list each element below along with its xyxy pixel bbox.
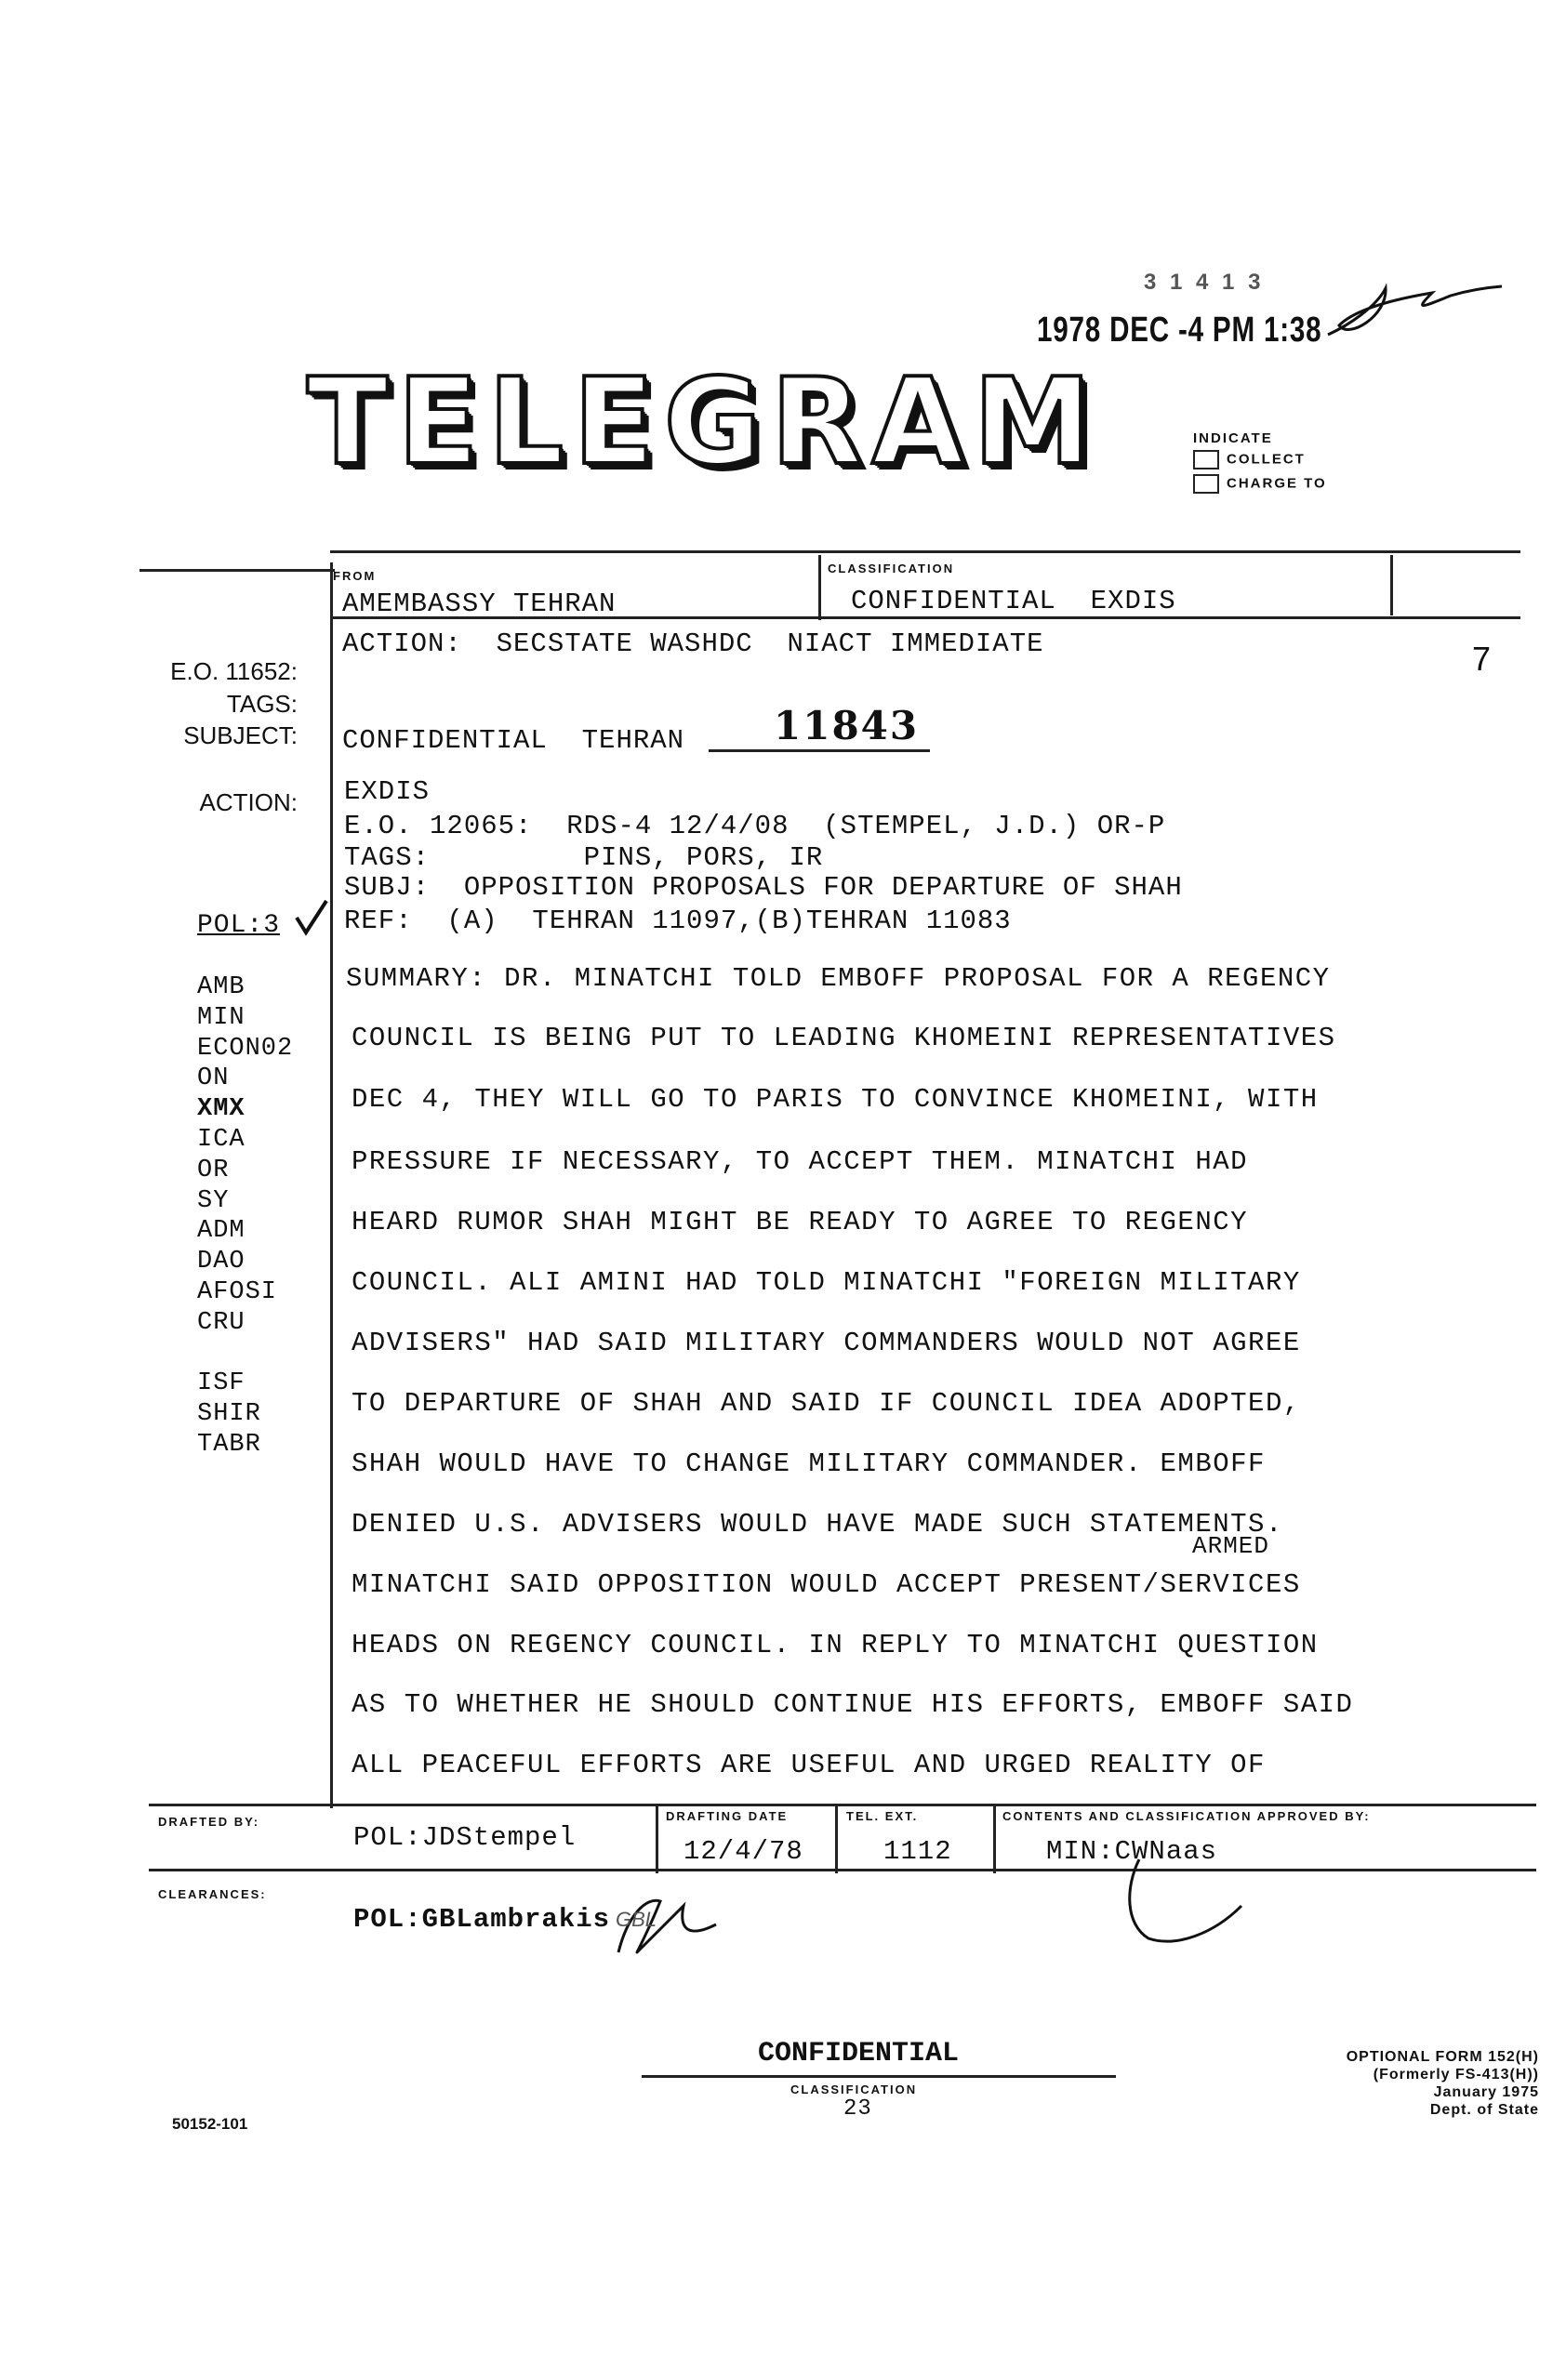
telegram-title: TELEGRAM — [307, 353, 1101, 492]
subject-prefix: CONFIDENTIAL TEHRAN — [342, 725, 685, 756]
body-line: PRESSURE IF NECESSARY, TO ACCEPT THEM. MINATCHI HAD — [352, 1146, 1249, 1177]
subject-label: SUBJECT: — [183, 721, 298, 749]
header-top-rule — [330, 550, 1520, 553]
collect-checkbox[interactable] — [1193, 450, 1219, 469]
page-number: 23 — [843, 2096, 872, 2122]
eo-line: E.O. 12065: RDS-4 12/4/08 (STEMPEL, J.D.) OR-P — [344, 811, 1166, 841]
approval-signature-scribble — [1121, 1850, 1251, 1952]
dist-item: DAO — [197, 1248, 246, 1276]
drafted-by-label: DRAFTED BY: — [158, 1815, 260, 1829]
dist-item: MIN — [197, 1003, 246, 1032]
classification-divider — [818, 555, 821, 620]
corner-mark: 7 — [1472, 640, 1492, 678]
clearances: POL:GBLambrakis — [353, 1904, 611, 1935]
tel-ext-label: TEL. EXT. — [846, 1809, 919, 1823]
received-timestamp: 1978 DEC -4 PM 1:38 — [1037, 311, 1322, 350]
dist-item: OR — [197, 1156, 230, 1184]
inserted-word: ARMED — [1192, 1532, 1270, 1560]
bottom-classification-label: CLASSIFICATION — [790, 2082, 918, 2096]
body-line: HEADS ON REGENCY COUNCIL. IN REPLY TO MINATCHI QUESTION — [352, 1630, 1319, 1660]
classification-label: CLASSIFICATION — [828, 562, 955, 575]
indicate-collect — [1193, 450, 1306, 469]
subj-line: SUBJ: OPPOSITION PROPOSALS FOR DEPARTURE OF SHAH — [344, 872, 1183, 903]
dist-item: TABR — [197, 1430, 261, 1459]
body-line: TO DEPARTURE OF SHAH AND SAID IF COUNCIL IDEA ADOPTED, — [352, 1388, 1301, 1419]
dist-item — [197, 1339, 293, 1369]
indicate-heading: INDICATE — [1193, 430, 1273, 446]
drafting-date-label: DRAFTING DATE — [666, 1809, 789, 1823]
body-line: ALL PEACEFUL EFFORTS ARE USEFUL AND URGED REALITY OF — [352, 1750, 1266, 1780]
tel-ext: 1112 — [883, 1836, 952, 1867]
dist-item: ICA — [197, 1125, 246, 1154]
exdis-line: EXDIS — [344, 776, 431, 807]
body-line: MINATCHI SAID OPPOSITION WOULD ACCEPT PRESENT/SERVICES — [352, 1569, 1301, 1600]
footer-divider-2 — [835, 1804, 838, 1873]
dist-item: SHIR — [197, 1400, 261, 1429]
dist-item: AMB — [197, 973, 246, 1001]
form-info — [1209, 2048, 1539, 2119]
dist-item: CRU — [197, 1308, 246, 1337]
body-line: DENIED U.S. ADVISERS WOULD HAVE MADE SUCH STATEMENTS. — [352, 1509, 1283, 1540]
dist-item: ECON02 — [197, 1034, 294, 1063]
footer-divider-1 — [656, 1804, 658, 1873]
indicate-charge-to — [1193, 474, 1327, 494]
footer-divider-3 — [993, 1804, 996, 1873]
main-left-rule — [330, 562, 333, 1808]
tags-label: TAGS: — [226, 690, 298, 718]
ref-line: REF: (A) TEHRAN 11097,(B)TEHRAN 11083 — [344, 906, 1012, 936]
bottom-classification: CONFIDENTIAL — [758, 2038, 960, 2069]
form-info-line: (Formerly FS-413(H)) — [1373, 2067, 1539, 2082]
stamp-initials-signature — [1320, 270, 1506, 353]
form-info-line: OPTIONAL FORM 152(H) — [1346, 2049, 1539, 2065]
distribution-list — [197, 972, 293, 1461]
clearances-label: CLEARANCES: — [158, 1887, 267, 1901]
body-line: SUMMARY: DR. MINATCHI TOLD EMBOFF PROPOSAL FOR A REGENCY — [346, 963, 1331, 994]
body-line: DEC 4, THEY WILL GO TO PARIS TO CONVINCE KHOMEINI, WITH — [352, 1084, 1319, 1115]
approved-by: MIN:CWNaas — [1046, 1836, 1218, 1867]
body-line: COUNCIL. ALI AMINI HAD TOLD MINATCHI "FOREIGN MILITARY — [352, 1267, 1301, 1298]
body-line: HEARD RUMOR SHAH MIGHT BE READY TO AGREE TO REGENCY — [352, 1207, 1249, 1237]
action-line: ACTION: SECSTATE WASHDC NIACT IMMEDIATE — [342, 628, 1044, 659]
charge-to-checkbox[interactable] — [1193, 474, 1219, 494]
approval-signature — [1121, 1850, 1251, 1952]
body-line: COUNCIL IS BEING PUT TO LEADING KHOMEINI REPRESENTATIVES — [352, 1023, 1336, 1053]
body-line: SHAH WOULD HAVE TO CHANGE MILITARY COMMANDER. EMBOFF — [352, 1448, 1266, 1479]
clearance-initials: GBL — [616, 1908, 657, 1931]
drafting-date: 12/4/78 — [683, 1836, 803, 1867]
from-value: AMEMBASSY TEHRAN — [342, 588, 617, 619]
dist-item: ISF — [197, 1369, 246, 1398]
dist-item: ON — [197, 1064, 230, 1093]
footer-top-rule — [149, 1804, 1536, 1806]
header-left-rule — [139, 569, 335, 572]
footer-mid-rule — [149, 1869, 1536, 1871]
form-code: 50152-101 — [172, 2115, 248, 2133]
body-line: AS TO WHETHER HE SHOULD CONTINUE HIS EFFORTS, EMBOFF SAID — [352, 1689, 1354, 1720]
charge-to-label: CHARGE TO — [1227, 475, 1327, 492]
drafted-by: POL:JDStempel — [353, 1822, 577, 1853]
dist-item: XMX — [197, 1095, 246, 1124]
body-line: ADVISERS" HAD SAID MILITARY COMMANDERS WOULD NOT AGREE — [352, 1328, 1301, 1358]
dist-item: ADM — [197, 1217, 246, 1246]
dist-item: SY — [197, 1186, 230, 1215]
eo-label: E.O. 11652: — [170, 657, 298, 685]
dist-item: AFOSI — [197, 1277, 278, 1306]
telegram-number: 11843 — [774, 703, 920, 748]
bottom-classification-rule — [642, 2075, 1116, 2078]
stamp-top-code: 3 1 4 1 3 — [1144, 270, 1265, 295]
action-office: POL:3 — [197, 911, 281, 940]
classification-right-divider — [1390, 555, 1393, 615]
classification-value: CONFIDENTIAL EXDIS — [851, 586, 1176, 616]
telegram-number-underline — [709, 749, 930, 752]
tags-line: TAGS: PINS, PORS, IR — [344, 842, 824, 873]
signature-scribble — [1320, 270, 1506, 353]
from-label: FROM — [333, 569, 377, 583]
form-info-line: Dept. of State — [1429, 2102, 1539, 2118]
checkmark-icon — [293, 897, 330, 944]
action-label: ACTION: — [199, 788, 298, 816]
collect-label: COLLECT — [1227, 451, 1306, 468]
form-info-line: January 1975 — [1433, 2084, 1539, 2100]
approved-by-label: CONTENTS AND CLASSIFICATION APPROVED BY: — [1002, 1809, 1371, 1823]
